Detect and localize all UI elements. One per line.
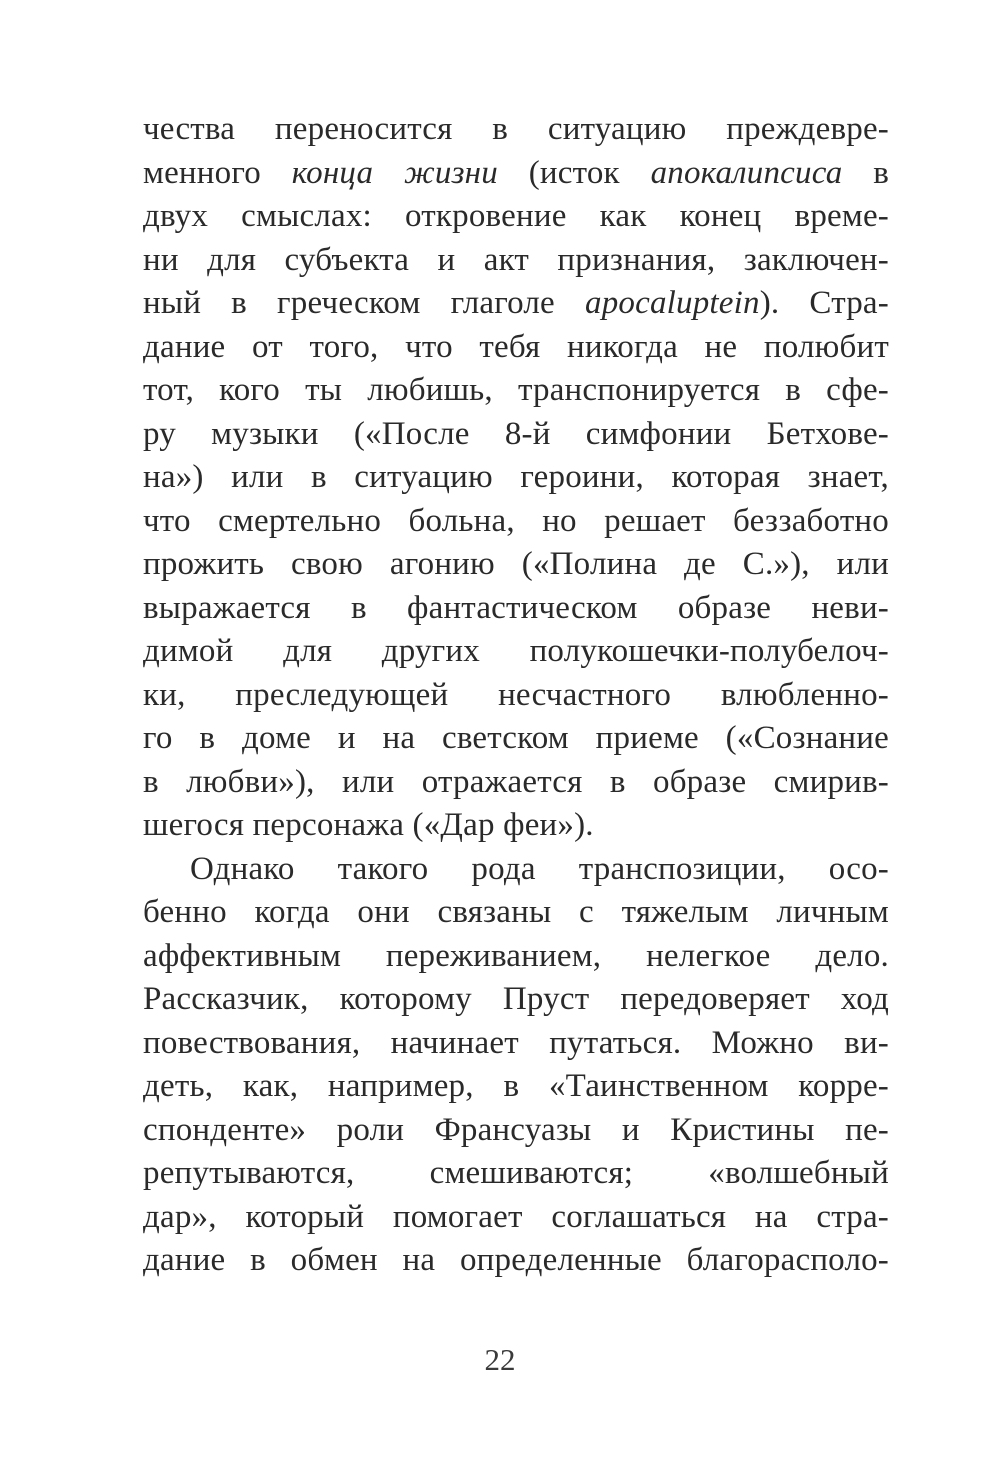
text-line [143,195,889,239]
text-segment: ный в греческом глаголе [143,285,585,321]
text-line [143,1109,889,1153]
text-line [143,978,889,1022]
text-line [143,891,889,935]
text-segment: менного [143,154,292,191]
text-line [143,935,889,979]
text-segment: ни для субъекта и акт признания, заключен- [143,241,889,278]
text-segment: выражается в фантастическом образе неви- [143,589,889,626]
text-line [143,543,889,587]
text-line [143,326,889,370]
italic-text: апокалипсиса [650,154,843,191]
text-line [143,587,889,631]
text-segment: ). Стра- [759,285,889,321]
text-segment: Однако такого рода транспозиции, осо- [190,850,889,887]
text-segment: репутываются, смешиваются; «волшебный [143,1155,889,1191]
text-segment: чества переносится в ситуацию преждевре- [143,111,889,147]
text-segment: тот, кого ты любишь, транспонируется в сфе- [143,372,889,408]
page-number: 22 [484,1342,516,1377]
italic-text: конца жизни [291,154,498,191]
text-line [143,1239,889,1283]
text-line [143,674,889,718]
text-line [143,848,889,892]
text-line [143,500,889,544]
text-segment: аффективным переживанием, нелегкое дело. [143,937,889,974]
text-line [143,108,889,152]
text-line [143,1196,889,1240]
text-line [143,152,889,196]
text-segment: Рассказчик, которому Пруст передоверяет ход [143,981,889,1017]
text-segment: димой для других полукошечки-полубелоч- [143,633,889,669]
italic-text: apocaluptein [585,285,760,321]
text-segment: на») или в ситуацию героини, которая знает, [143,459,889,495]
body-text [143,108,889,1283]
text-segment: прожить свою агонию («Полина де С.»), или [143,546,889,582]
text-line [143,630,889,674]
text-segment: бенно когда они связаны с тяжелым личным [143,894,889,930]
text-segment: ру музыки («После 8-й симфонии Бетхове- [143,415,889,452]
text-segment: ки, преследующей несчастного влюбленно- [143,676,889,713]
text-line [143,1065,889,1109]
text-segment: повествования, начинает путаться. Можно ви- [143,1024,889,1061]
text-line [143,804,889,848]
text-line [143,369,889,413]
text-segment: (исток [497,154,651,191]
text-segment: деть, как, например, в «Таинственном корре- [143,1068,889,1104]
text-line [143,1022,889,1066]
text-segment: го в доме и на светском приеме («Сознание [143,720,889,756]
text-line [143,239,889,283]
text-segment: что смертельно больна, но решает беззаботно [143,502,889,539]
text-line [143,282,889,326]
text-line [143,1152,889,1196]
text-line [143,761,889,805]
text-segment: двух смыслах: откровение как конец време- [143,198,889,234]
text-line [143,456,889,500]
text-segment: в [842,154,889,191]
text-line [143,717,889,761]
text-segment: дание в обмен на определенные благорасполо- [143,1242,889,1278]
text-segment: в любви»), или отражается в образе смирив- [143,763,889,800]
text-segment: спонденте» роли Франсуазы и Кристины пе- [143,1111,889,1148]
text-segment: шегося персонажа («Дар феи»). [143,807,594,843]
text-segment: дар», который помогает соглашаться на стра- [143,1198,889,1235]
text-line [143,413,889,457]
text-segment: дание от того, что тебя никогда не полюбит [143,328,889,365]
